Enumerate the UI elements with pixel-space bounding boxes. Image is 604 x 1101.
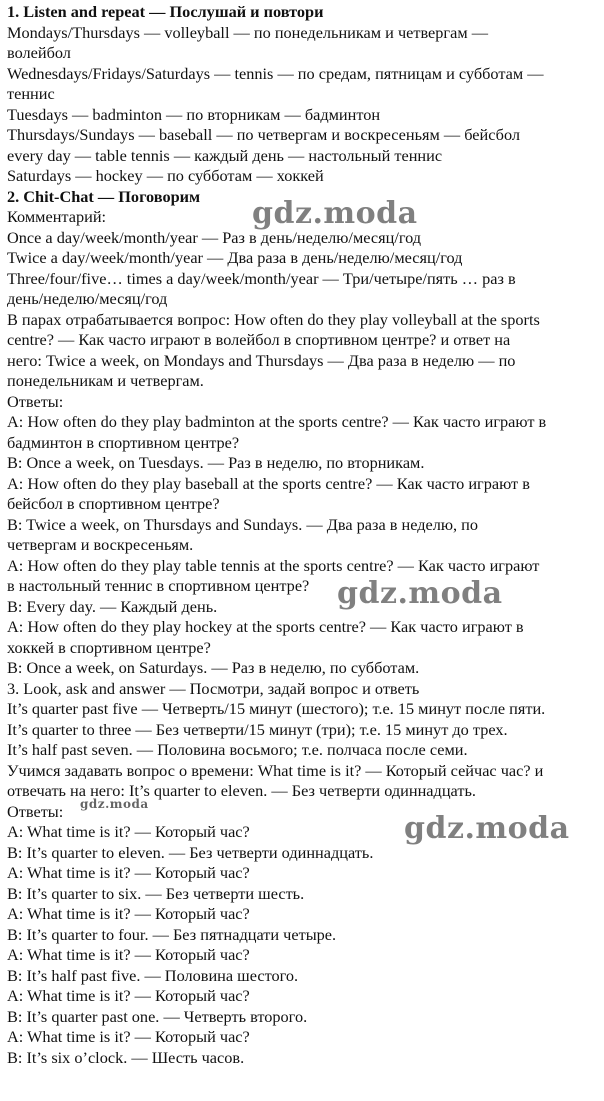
text-line: Mondays/Thursdays — volleyball — по понедельникам и четвергам — bbox=[7, 22, 488, 42]
text-line: хоккей в спортивном центре? bbox=[7, 637, 211, 657]
text-line: B: It’s quarter to four. — Без пятнадцати четыре. bbox=[7, 924, 337, 944]
text-line: B: It’s half past five. — Половина шестого. bbox=[7, 965, 299, 985]
text-line: Ответы: bbox=[7, 801, 64, 821]
watermark: gdz.moda bbox=[404, 811, 570, 846]
text-line: A: What time is it? — Который час? bbox=[7, 863, 250, 882]
text-line: B: Every day. — Каждый день. bbox=[7, 596, 218, 616]
text-line: понедельникам и четвергам. bbox=[7, 371, 204, 390]
text-line: B: It’s six o’clock. — Шесть часов. bbox=[7, 1047, 245, 1067]
text-line: B: Once a week, on Saturdays. — Раз в неделю, по субботам. bbox=[7, 658, 420, 677]
text-line: в настольный теннис в спортивном центре? bbox=[7, 576, 310, 595]
text-line: A: How often do they play table tennis at the sports centre? — Как часто играют bbox=[7, 555, 540, 575]
text-line: A: What time is it? — Который час? bbox=[7, 986, 250, 1005]
text-line: день/неделю/месяц/год bbox=[7, 289, 168, 308]
watermark: gdz.moda bbox=[252, 196, 418, 231]
text-line: Комментарий: bbox=[7, 207, 107, 226]
text-line: Twice a day/week/month/year — Два раза в день/неделю/месяц/год bbox=[7, 248, 463, 267]
text-line: B: Once a week, on Tuesdays. — Раз в неделю, по вторникам. bbox=[7, 453, 425, 472]
text-line: A: What time is it? — Который час? bbox=[7, 822, 250, 841]
text-line: It’s quarter to three — Без четверти/15 минут (три); т.е. 15 минут до трех. bbox=[7, 719, 508, 739]
text-line: A: How often do they play baseball at the sports centre? — Как часто играют в bbox=[7, 473, 530, 493]
text-line: Wednesdays/Fridays/Saturdays — tennis — по средам, пятницам и субботам — bbox=[7, 63, 544, 83]
text-line: теннис bbox=[7, 84, 55, 103]
text-line: Three/four/five… times a day/week/month/year — Три/четыре/пять … раз в bbox=[7, 268, 516, 288]
text-line: centre? — Как часто играют в волейбол в спортивном центре? и ответ на bbox=[7, 330, 511, 349]
text-line: A: What time is it? — Который час? bbox=[7, 945, 250, 964]
watermark: gdz.moda bbox=[337, 576, 503, 611]
text-line: Tuesdays — badminton — по вторникам — бадминтон bbox=[7, 104, 381, 124]
section-heading: 2. Chit-Chat — Поговорим bbox=[7, 186, 201, 206]
text-line: every day — table tennis — каждый день — настольный теннис bbox=[7, 145, 443, 165]
text-line: Учимся задавать вопрос о времени: What time is it? — Который сейчас час? и bbox=[7, 760, 544, 780]
text-line: Once a day/week/month/year — Раз в день/неделю/месяц/год bbox=[7, 227, 422, 247]
document-body bbox=[7, 2, 601, 1068]
section-heading: 1. Listen and repeat — Послушай и повтори bbox=[7, 2, 324, 21]
text-line: волейбол bbox=[7, 43, 71, 62]
watermark: gdz.moda bbox=[80, 797, 149, 811]
text-line: В парах отрабатывается вопрос: How often do they play volleyball at the sports bbox=[7, 309, 540, 329]
text-line: It’s half past seven. — Половина восьмого; т.е. полчаса после семи. bbox=[7, 740, 468, 759]
text-line: бейсбол в спортивном центре? bbox=[7, 494, 220, 513]
text-line: отвечать на него: It’s quarter to eleven. — Без четверти одиннадцать. bbox=[7, 781, 476, 800]
text-line: B: Twice a week, on Thursdays and Sundays. — Два раза в неделю, по bbox=[7, 514, 479, 534]
text-line: A: What time is it? — Который час? bbox=[7, 1027, 250, 1046]
text-line: 3. Look, ask and answer — Посмотри, задай вопрос и ответь bbox=[7, 678, 420, 698]
text-line: Thursdays/Sundays — baseball — по четвергам и воскресеньям — бейсбол bbox=[7, 125, 520, 144]
text-line: A: How often do they play hockey at the sports centre? — Как часто играют в bbox=[7, 617, 524, 636]
text-line: него: Twice a week, on Mondays and Thursdays — Два раза в неделю — по bbox=[7, 350, 516, 370]
text-line: B: It’s quarter to six. — Без четверти шесть. bbox=[7, 883, 305, 903]
text-line: четвергам и воскресеньям. bbox=[7, 535, 194, 554]
text-line: B: It’s quarter past one. — Четверть второго. bbox=[7, 1006, 308, 1026]
text-line: Ответы: bbox=[7, 391, 64, 411]
text-line: B: It’s quarter to eleven. — Без четверти одиннадцать. bbox=[7, 842, 374, 862]
text-line: It’s quarter past five — Четверть/15 минут (шестого); т.е. 15 минут после пяти. bbox=[7, 699, 546, 718]
text-line: A: What time is it? — Который час? bbox=[7, 904, 250, 923]
text-line: A: How often do they play badminton at the sports centre? — Как часто играют в bbox=[7, 412, 547, 431]
text-line: Saturdays — hockey — по субботам — хоккей bbox=[7, 166, 324, 185]
text-line: бадминтон в спортивном центре? bbox=[7, 432, 240, 452]
